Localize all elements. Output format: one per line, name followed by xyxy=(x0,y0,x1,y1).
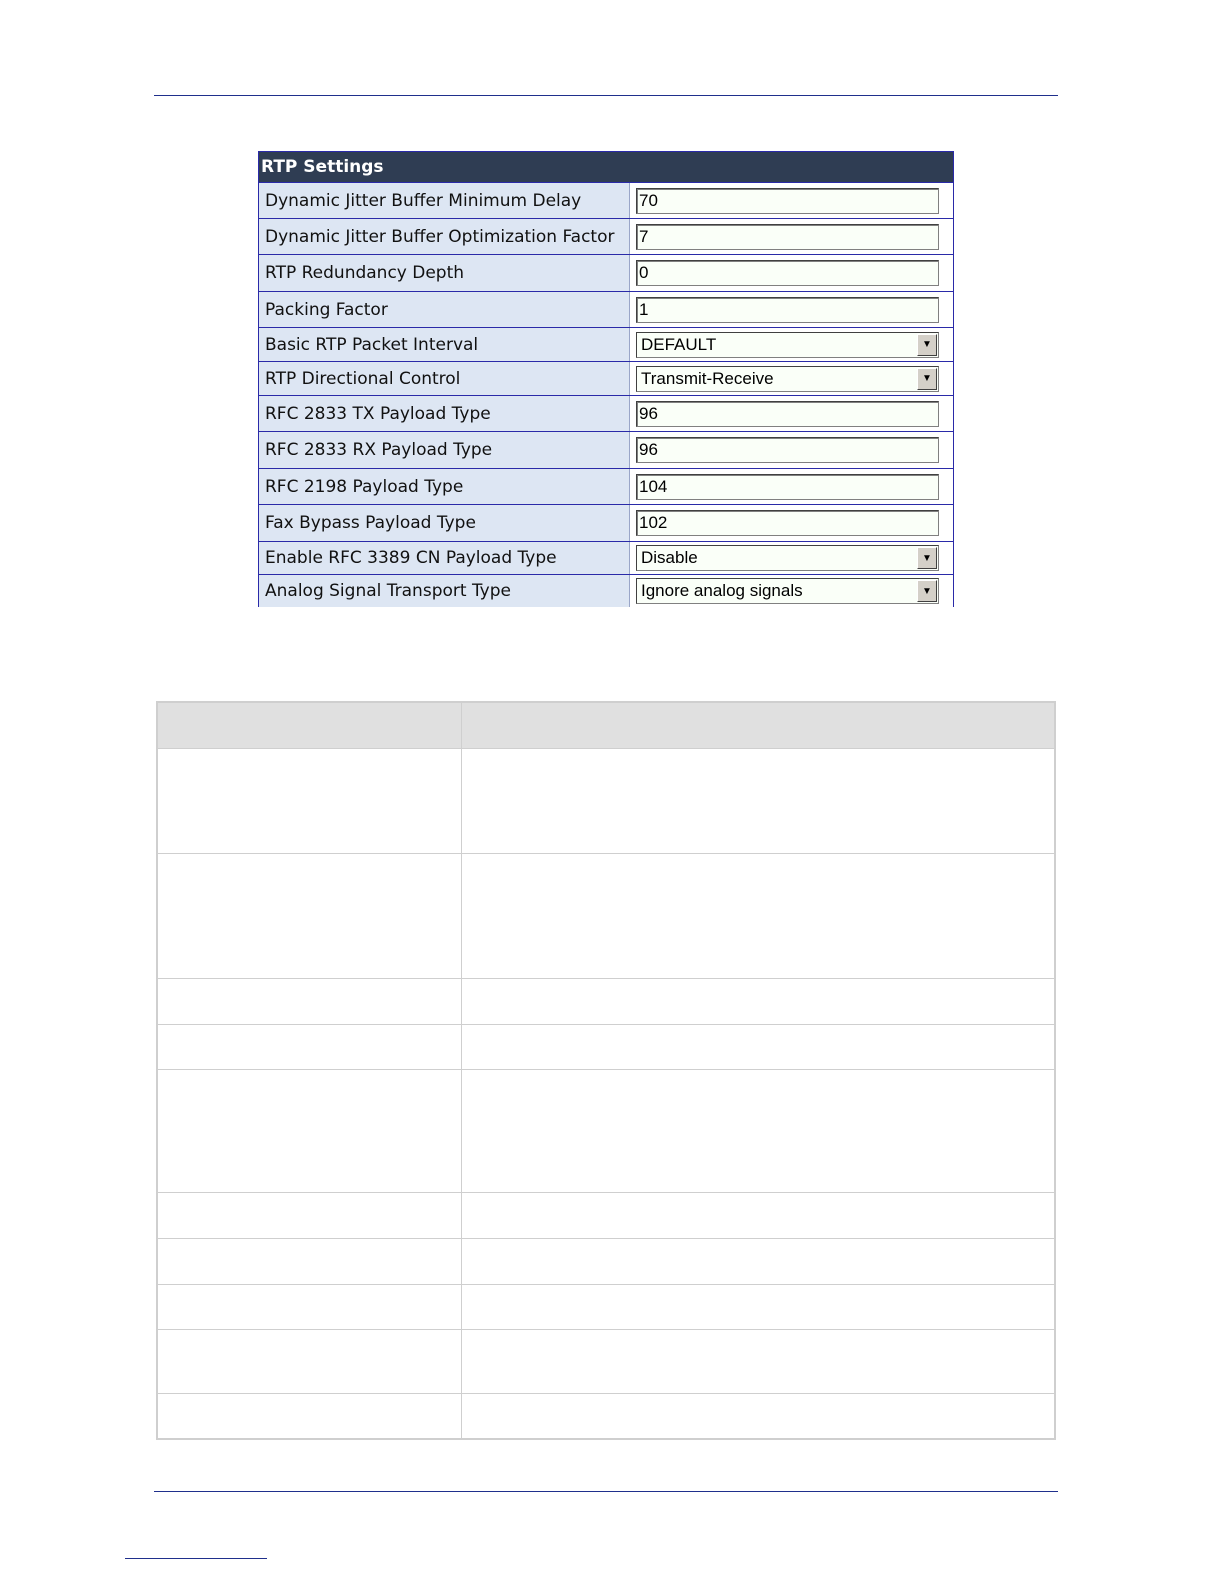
settings-row xyxy=(259,542,953,575)
dropdown-value: Ignore analog signals xyxy=(641,581,803,600)
setting-label: Enable RFC 3389 CN Payload Type xyxy=(259,542,630,574)
table-cell xyxy=(157,749,462,854)
settings-row xyxy=(259,255,953,292)
setting-label: Packing Factor xyxy=(259,292,630,327)
setting-control xyxy=(630,219,953,254)
header-rule xyxy=(154,95,1058,96)
dropdown-value: Transmit-Receive xyxy=(641,368,774,388)
setting-input[interactable]: 1 xyxy=(636,297,939,323)
chevron-down-icon[interactable]: ▼ xyxy=(917,580,937,602)
setting-input[interactable]: 102 xyxy=(636,510,939,536)
setting-input[interactable]: 104 xyxy=(636,474,939,500)
setting-control xyxy=(630,432,953,468)
setting-label: Basic RTP Packet Interval xyxy=(259,328,630,361)
setting-control xyxy=(630,328,953,361)
chevron-down-icon[interactable]: ▼ xyxy=(917,334,937,356)
setting-control xyxy=(630,183,953,218)
table-cell xyxy=(462,1394,1056,1439)
table-row xyxy=(157,1193,1055,1239)
setting-control xyxy=(630,396,953,431)
settings-row xyxy=(259,505,953,542)
setting-control xyxy=(630,255,953,291)
table-cell xyxy=(157,1285,462,1330)
setting-input[interactable]: 0 xyxy=(636,260,939,286)
setting-control xyxy=(630,505,953,541)
setting-label: RFC 2833 RX Payload Type xyxy=(259,432,630,468)
table-row xyxy=(157,1025,1055,1070)
settings-row xyxy=(259,292,953,328)
table-row xyxy=(157,1285,1055,1330)
table-cell xyxy=(157,1025,462,1070)
panel-title: RTP Settings xyxy=(259,152,953,183)
table-cell xyxy=(462,1330,1056,1394)
setting-input[interactable]: 70 xyxy=(636,188,939,214)
footer-short-line xyxy=(125,1558,267,1559)
table-cell xyxy=(157,1239,462,1285)
setting-label: RFC 2833 TX Payload Type xyxy=(259,396,630,431)
setting-label: RFC 2198 Payload Type xyxy=(259,469,630,504)
setting-label: RTP Directional Control xyxy=(259,362,630,395)
table-cell xyxy=(462,979,1056,1025)
table-cell xyxy=(462,1025,1056,1070)
setting-label: Fax Bypass Payload Type xyxy=(259,505,630,541)
settings-rows xyxy=(259,183,953,607)
table-cell xyxy=(462,1285,1056,1330)
table-cell xyxy=(157,1394,462,1439)
settings-row xyxy=(259,432,953,469)
dropdown-value: DEFAULT xyxy=(641,334,717,354)
settings-row xyxy=(259,575,953,607)
table-row xyxy=(157,1330,1055,1394)
table-cell xyxy=(462,854,1056,979)
setting-control xyxy=(630,575,953,607)
setting-control xyxy=(630,292,953,327)
settings-row xyxy=(259,469,953,505)
table-row xyxy=(157,979,1055,1025)
setting-control xyxy=(630,542,953,574)
setting-label: Dynamic Jitter Buffer Optimization Factor xyxy=(259,219,630,254)
setting-input[interactable]: 96 xyxy=(636,401,939,427)
table-cell xyxy=(157,854,462,979)
setting-input[interactable]: 96 xyxy=(636,437,939,463)
setting-dropdown[interactable] xyxy=(636,545,939,571)
settings-row xyxy=(259,328,953,362)
table-row xyxy=(157,1394,1055,1439)
table-cell xyxy=(462,1193,1056,1239)
setting-label: Analog Signal Transport Type xyxy=(259,575,630,607)
table-row xyxy=(157,749,1055,854)
settings-row xyxy=(259,219,953,255)
settings-row xyxy=(259,396,953,432)
setting-label: Dynamic Jitter Buffer Minimum Delay xyxy=(259,183,630,218)
setting-dropdown[interactable] xyxy=(636,578,939,604)
chevron-down-icon[interactable]: ▼ xyxy=(917,368,937,390)
table-row xyxy=(157,854,1055,979)
setting-control xyxy=(630,362,953,395)
table-cell xyxy=(157,1193,462,1239)
table-cell xyxy=(157,1070,462,1193)
table-cell xyxy=(157,979,462,1025)
setting-input[interactable]: 7 xyxy=(636,224,939,250)
table-row xyxy=(157,1070,1055,1193)
table-header-row xyxy=(157,702,1055,749)
setting-label: RTP Redundancy Depth xyxy=(259,255,630,291)
rtp-settings-panel xyxy=(258,151,954,607)
table-row xyxy=(157,1239,1055,1285)
setting-control xyxy=(630,469,953,504)
table-cell xyxy=(462,1239,1056,1285)
chevron-down-icon[interactable]: ▼ xyxy=(917,547,937,569)
settings-row xyxy=(259,362,953,396)
setting-dropdown[interactable] xyxy=(636,332,939,358)
table-cell xyxy=(157,1330,462,1394)
setting-dropdown[interactable] xyxy=(636,366,939,392)
parameter-table xyxy=(156,701,1056,1440)
settings-row xyxy=(259,183,953,219)
table-cell xyxy=(462,1070,1056,1193)
footer-rule xyxy=(154,1491,1058,1492)
table-header-cell xyxy=(157,702,462,749)
table-header-cell xyxy=(462,702,1056,749)
dropdown-value: Disable xyxy=(641,548,698,567)
table-cell xyxy=(462,749,1056,854)
